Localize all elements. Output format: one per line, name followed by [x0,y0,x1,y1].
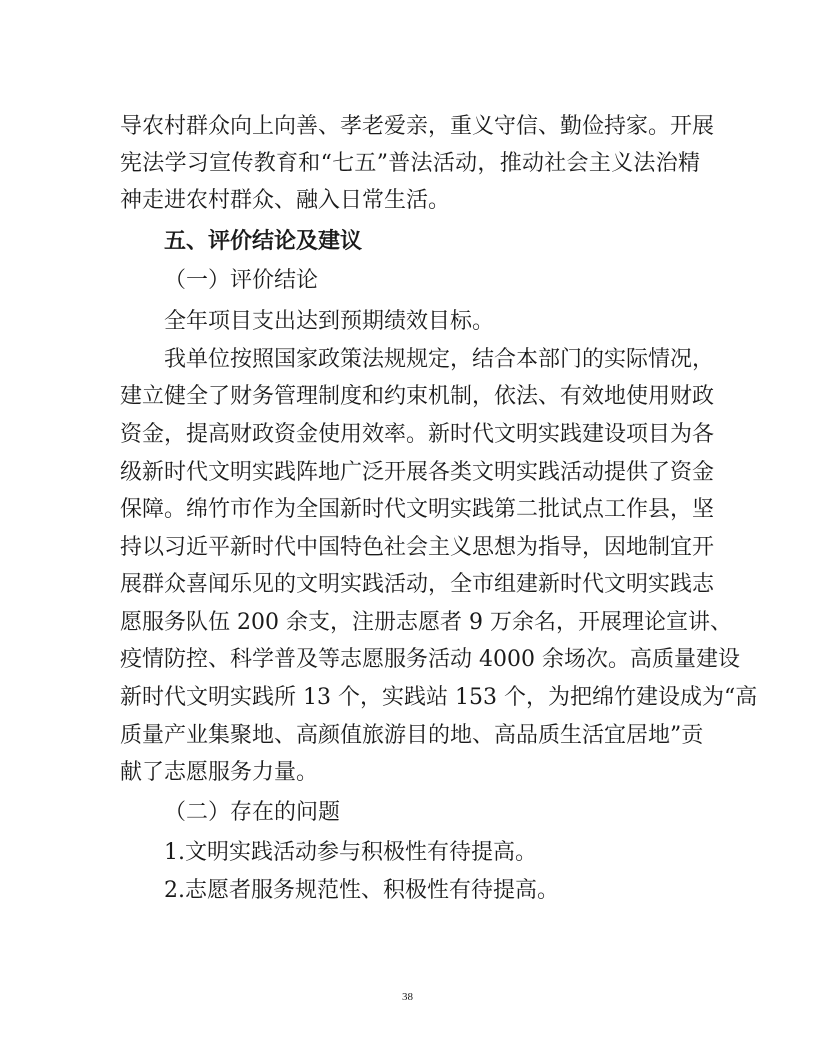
paragraph-line: 疫情防控、科学普及等志愿服务活动 4000 余场次。高质量建设 [120,647,740,672]
paragraph-line: 全年项目支出达到预期绩效目标。 [164,309,495,334]
paragraph-line: 资金，提高财政资金使用效率。新时代文明实践建设项目为各 [120,422,715,447]
list-item: 2.志愿者服务规范性、积极性有待提高。 [164,878,559,903]
paragraph-line: 展群众喜闻乐见的文明实践活动，全市组建新时代文明实践志 [120,572,715,597]
subsection-heading: （二）存在的问题 [164,800,341,825]
page-number: 38 [402,991,413,1003]
paragraph-line: 质量产业集聚地、高颜值旅游目的地、高品质生活宜居地”贡 [120,723,704,748]
paragraph-line: 我单位按照国家政策法规规定，结合本部门的实际情况， [164,347,715,372]
paragraph-line: 新时代文明实践所 13 个，实践站 153 个，为把绵竹建设成为“高 [120,685,758,710]
paragraph-line: 建立健全了财务管理制度和约束机制，依法、有效地使用财政 [120,384,715,409]
paragraph-line: 导农村群众向上向善、孝老爱亲，重义守信、勤俭持家。开展 [120,114,715,139]
section-heading: 五、评价结论及建议 [164,228,363,254]
paragraph-line: 保障。绵竹市作为全国新时代文明实践第二批试点工作县，坚 [120,497,715,522]
paragraph-line: 愿服务队伍 200 余支，注册志愿者 9 万余名，开展理论宣讲、 [120,610,732,635]
paragraph-line: 神走进农村群众、融入日常生活。 [120,188,451,213]
list-item: 1.文明实践活动参与积极性有待提高。 [164,840,537,865]
paragraph-line: 献了志愿服务力量。 [120,760,319,785]
paragraph-line: 持以习近平新时代中国特色社会主义思想为指导，因地制宜开 [120,535,715,560]
paragraph-line: 宪法学习宣传教育和“七五”普法活动，推动社会主义法治精 [120,151,700,176]
subsection-heading: （一）评价结论 [164,268,319,293]
paragraph-line: 级新时代文明实践阵地广泛开展各类文明实践活动提供了资金 [120,460,715,485]
